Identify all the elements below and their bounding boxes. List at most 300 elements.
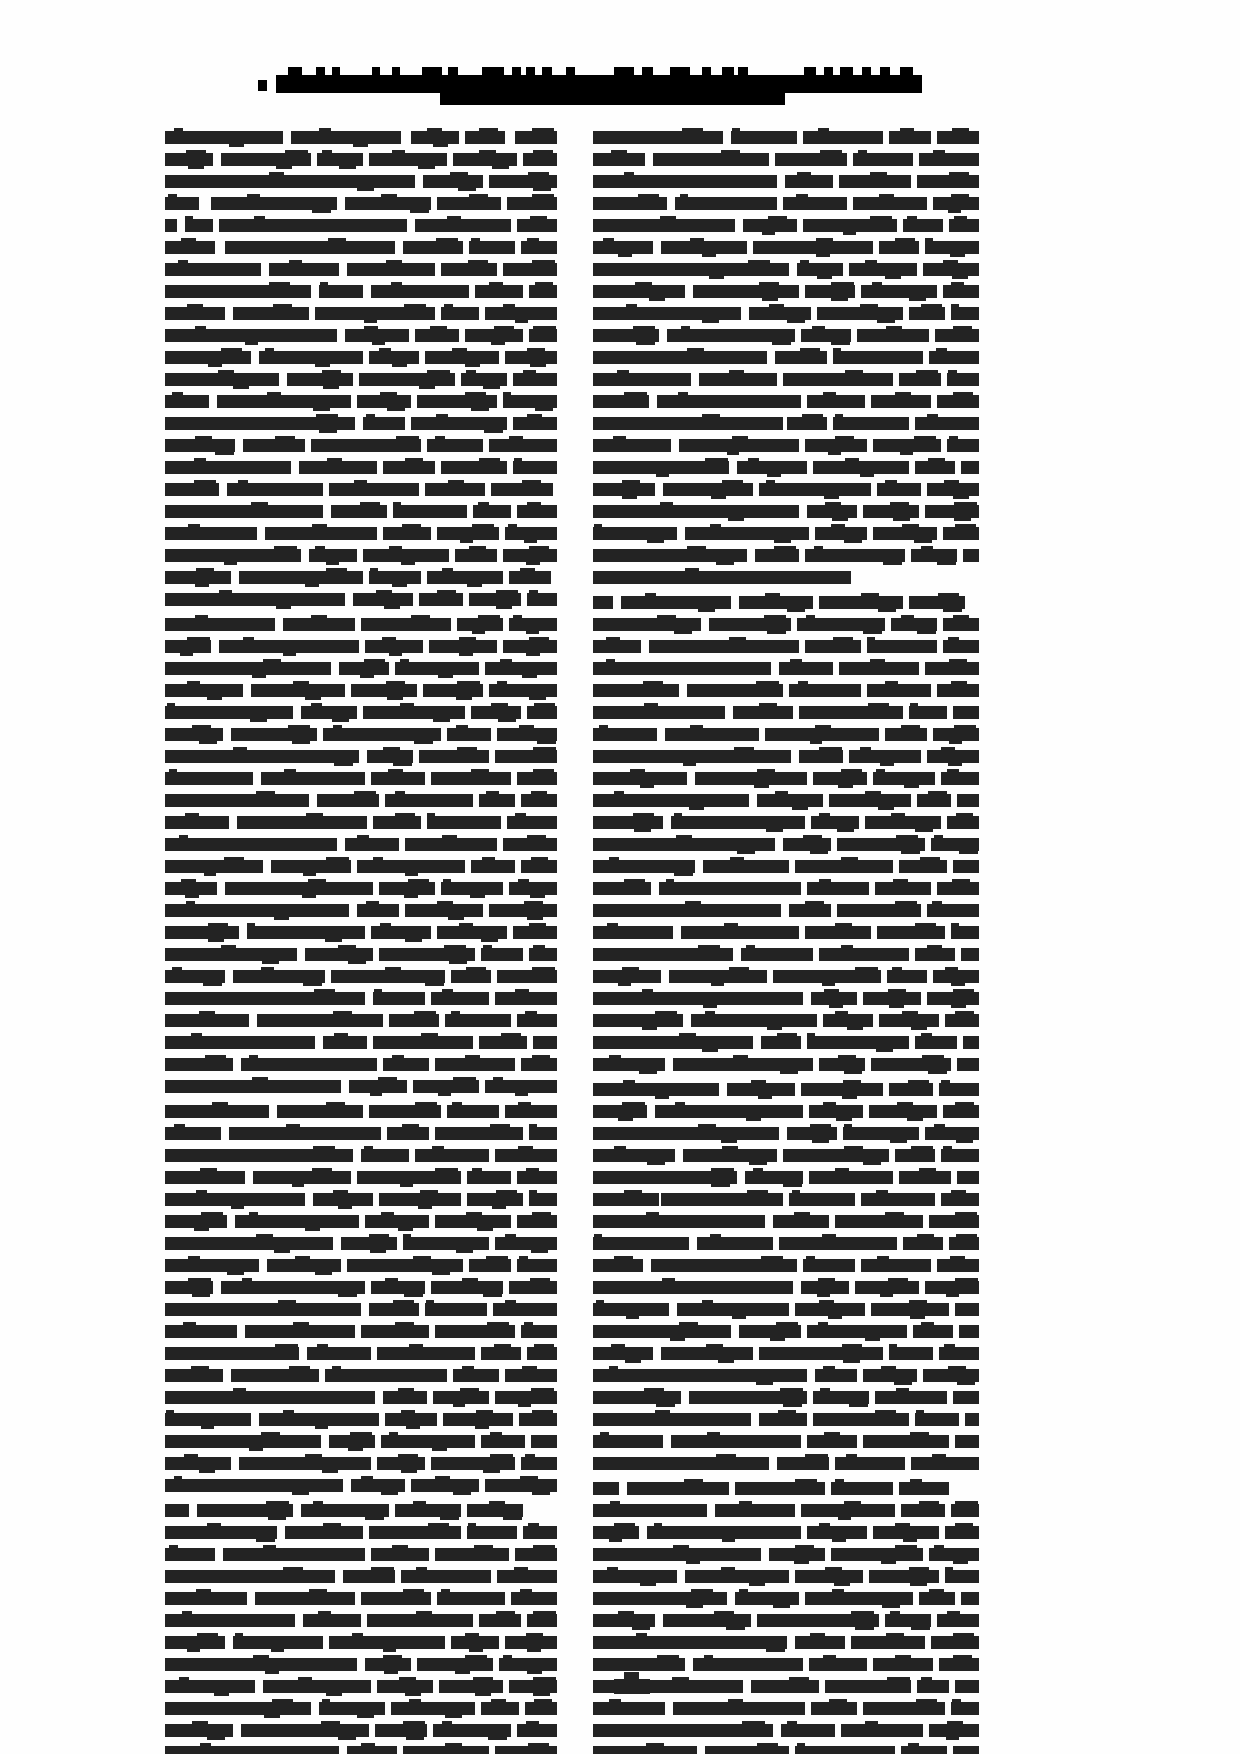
redaction-bar	[829, 794, 911, 807]
redaction-ascender	[386, 260, 402, 264]
redaction-ascender	[288, 725, 310, 729]
redaction-ascender	[766, 480, 775, 484]
redaction-ascender	[256, 1234, 273, 1238]
redacted-line	[593, 1256, 979, 1274]
redaction-ascender	[956, 1234, 977, 1238]
redaction-ascender	[192, 725, 211, 729]
redaction-bar	[915, 417, 979, 430]
redaction-bar	[733, 706, 793, 719]
redaction-ascender	[374, 989, 382, 993]
redaction-ascender	[403, 1589, 424, 1593]
redaction-ascender	[185, 216, 193, 220]
redaction-ascender	[901, 725, 920, 729]
redaction-bar	[165, 1636, 225, 1649]
redaction-bar	[665, 728, 759, 741]
redaction-bar	[877, 926, 945, 939]
redaction-ascender	[529, 590, 538, 594]
redaction-descender	[449, 961, 467, 964]
redaction-bar	[947, 373, 979, 386]
redaction-ascender	[893, 879, 908, 883]
redaction-ascender	[221, 348, 242, 352]
redaction-bar	[345, 838, 399, 851]
redaction-ascender	[805, 1454, 828, 1458]
redaction-ascender	[392, 1055, 404, 1059]
redaction-bar	[807, 1526, 867, 1539]
redaction-bar	[809, 1171, 893, 1184]
redaction-descender	[315, 1426, 328, 1429]
redaction-ascender	[311, 703, 322, 707]
redaction-descender	[625, 1360, 641, 1363]
redaction-ascender	[921, 1677, 932, 1681]
redaction-bar	[493, 1303, 557, 1316]
redaction-ascender	[646, 1212, 659, 1216]
redaction-descender	[674, 873, 693, 876]
redaction-bar	[489, 684, 557, 697]
redaction-descender	[326, 1693, 342, 1696]
redaction-descender	[909, 298, 926, 301]
redaction-ascender	[835, 436, 854, 440]
redaction-ascender	[205, 1055, 226, 1059]
redaction-ascender	[191, 1366, 209, 1370]
redaction-bar	[517, 1215, 557, 1228]
redaction-bar	[379, 1193, 461, 1206]
redaction-ascender	[872, 282, 882, 286]
redaction-ascender	[815, 725, 831, 729]
redaction-bar	[909, 307, 945, 320]
redaction-ascender	[795, 1545, 814, 1549]
redaction-ascender	[533, 1677, 556, 1681]
redaction-descender	[890, 1140, 907, 1143]
redaction-descender	[828, 1316, 842, 1319]
redaction-bar	[593, 1259, 643, 1272]
redaction-bar	[593, 662, 771, 675]
redaction-descender	[315, 1272, 332, 1275]
redaction-ascender	[479, 458, 500, 462]
redaction-bar	[165, 153, 213, 166]
redaction-ascender	[515, 989, 529, 993]
redaction-bar	[915, 461, 955, 474]
redaction-descender	[326, 562, 339, 565]
redaction-descender	[880, 1294, 893, 1297]
redaction-bar	[165, 1347, 299, 1360]
redaction-bar	[329, 1435, 375, 1448]
redaction-bar	[431, 1281, 503, 1294]
redaction-ascender	[428, 1523, 449, 1527]
redaction-bar	[441, 461, 507, 474]
redaction-ascender	[955, 1523, 973, 1527]
redaction-ascender	[398, 1388, 414, 1392]
redaction-bar	[479, 794, 515, 807]
redaction-bar	[889, 131, 931, 144]
redaction-ascender	[392, 150, 405, 154]
redaction-ascender	[427, 370, 450, 374]
redaction-descender	[389, 653, 402, 656]
redacted-line	[593, 1432, 979, 1450]
redaction-bar	[233, 1636, 323, 1649]
redaction-descender	[372, 342, 385, 345]
redaction-descender	[334, 763, 353, 766]
redaction-descender	[746, 1118, 761, 1121]
redaction-descender	[686, 1605, 703, 1608]
redaction-bar	[593, 750, 791, 763]
redaction-bar	[835, 1457, 905, 1470]
redaction-ascender	[185, 813, 199, 817]
redaction-ascender	[501, 1033, 521, 1037]
redaction-ascender	[465, 1055, 480, 1059]
redaction-ascender	[364, 326, 378, 330]
redacted-line	[593, 1454, 979, 1472]
redaction-bar	[953, 1391, 979, 1404]
redaction-ascender	[181, 238, 196, 242]
redaction-ascender	[293, 681, 309, 685]
redaction-ascender	[535, 282, 553, 286]
redaction-descender	[843, 1360, 860, 1363]
redaction-ascender	[794, 1212, 810, 1216]
redaction-descender	[207, 1737, 225, 1740]
redaction-ascender	[932, 901, 942, 905]
redaction-bar	[941, 772, 979, 785]
redacted-line	[593, 1234, 979, 1252]
redaction-ascender	[860, 304, 878, 308]
redaction-bar	[377, 1680, 433, 1693]
redaction-bar	[165, 1592, 247, 1605]
redaction-bar	[593, 439, 671, 452]
redaction-bar	[775, 351, 827, 364]
redaction-descender	[860, 474, 874, 477]
redaction-ascender	[624, 172, 634, 176]
redaction-descender	[483, 1470, 500, 1473]
redaction-descender	[726, 1627, 745, 1630]
redaction-descender	[880, 763, 894, 766]
redaction-bar	[469, 593, 521, 606]
redaction-descender	[640, 1583, 656, 1586]
redaction-descender	[817, 276, 832, 279]
redaction-bar	[507, 816, 557, 829]
redaction-bar	[489, 175, 557, 188]
redaction-bar	[517, 772, 557, 785]
redacted-line	[165, 1677, 557, 1695]
redaction-ascender	[443, 879, 451, 883]
redaction-bar	[383, 461, 435, 474]
redaction-ascender	[855, 967, 878, 971]
redaction-descender	[711, 983, 724, 986]
redaction-bar	[467, 1171, 511, 1184]
redaction-bar	[481, 1702, 519, 1715]
redaction-ascender	[465, 1655, 487, 1659]
redaction-ascender	[909, 1300, 927, 1304]
redaction-descender	[492, 166, 509, 169]
redaction-ascender	[218, 370, 234, 374]
redaction-ascender	[465, 392, 486, 396]
redaction-bar	[593, 794, 749, 807]
redaction-bar	[593, 1105, 647, 1118]
redaction-ascender	[928, 458, 945, 462]
redacted-line	[593, 681, 979, 699]
redacted-line	[593, 703, 979, 721]
redaction-ascender	[527, 238, 539, 242]
redaction-bar	[795, 1746, 895, 1754]
redaction-ascender	[409, 1699, 421, 1703]
redaction-bar	[593, 904, 781, 917]
redaction-bar	[659, 882, 801, 895]
redaction-bar	[503, 640, 557, 653]
redaction-bar	[917, 175, 979, 188]
redaction-bar	[923, 263, 979, 276]
redaction-bar	[329, 1636, 445, 1649]
redaction-ascender	[402, 524, 421, 528]
redaction-descender	[749, 1162, 767, 1165]
redaction-bar	[315, 307, 435, 320]
redaction-ascender	[920, 857, 940, 861]
redaction-ascender	[436, 414, 448, 418]
redaction-ascender	[373, 857, 383, 861]
redaction-descender	[405, 1693, 421, 1696]
redaction-ascender	[951, 304, 959, 308]
redaction-descender	[702, 254, 716, 257]
redaction-ascender	[533, 150, 553, 154]
redaction-bar	[925, 241, 979, 254]
redaction-descender	[370, 1250, 386, 1253]
redacted-line	[165, 1322, 557, 1340]
redaction-ascender	[313, 1146, 335, 1150]
redaction-ascender	[941, 1080, 950, 1084]
redaction-bar	[309, 549, 357, 562]
redacted-line	[165, 304, 557, 322]
redaction-ascender	[208, 923, 228, 927]
redaction-ascender	[757, 1743, 778, 1747]
redaction-ascender	[393, 502, 401, 506]
redaction-ascender	[684, 1479, 703, 1483]
redaction-ascender	[519, 725, 534, 729]
redaction-descender	[911, 1627, 930, 1630]
redaction-bar	[379, 948, 475, 961]
redaction-bar	[345, 197, 431, 210]
redaction-descender	[957, 1382, 975, 1385]
redaction-ascender	[739, 1589, 748, 1593]
redacted-line	[593, 1080, 979, 1098]
redaction-descender	[406, 1737, 424, 1740]
redaction-bar	[235, 1215, 359, 1228]
redaction-ascender	[956, 813, 973, 817]
redaction-ascender	[187, 681, 200, 685]
redaction-bar	[431, 992, 489, 1005]
redaction-ascender	[253, 1655, 269, 1659]
redaction-ascender	[915, 923, 936, 927]
redaction-bar	[795, 1636, 845, 1649]
redaction-bar	[509, 571, 551, 584]
redacted-line	[165, 681, 557, 699]
redaction-ascender	[333, 1190, 348, 1194]
redaction-ascender	[426, 1300, 434, 1304]
redaction-ascender	[824, 1432, 840, 1436]
redaction-ascender	[823, 1366, 835, 1370]
redaction-bar	[819, 596, 903, 609]
redaction-bar	[515, 131, 557, 144]
redaction-bar	[527, 706, 557, 719]
redaction-descender	[199, 741, 217, 744]
redaction-bar	[955, 1435, 979, 1448]
redaction-bar	[781, 1724, 835, 1737]
redaction-descender	[855, 1627, 874, 1630]
redacted-line	[593, 392, 979, 410]
redaction-ascender	[690, 238, 704, 242]
redaction-ascender	[489, 1501, 505, 1505]
redaction-bar	[441, 263, 497, 276]
redaction-descender	[445, 1715, 462, 1718]
redaction-descender	[863, 1162, 881, 1165]
redacted-line	[593, 1055, 979, 1073]
redaction-descender	[233, 386, 249, 389]
redaction-descender	[756, 1382, 773, 1385]
redaction-bar	[331, 505, 387, 518]
redacted-line	[593, 1655, 979, 1673]
redaction-descender	[774, 540, 791, 543]
redaction-ascender	[596, 1300, 604, 1304]
redaction-ascender	[810, 1124, 831, 1128]
redaction-bar	[271, 860, 351, 873]
redaction-ascender	[531, 1388, 554, 1392]
redaction-ascender	[252, 1077, 268, 1081]
redaction-bar	[593, 1526, 639, 1539]
redaction-bar	[467, 1526, 517, 1539]
redaction-bar	[765, 728, 879, 741]
redaction-descender	[632, 1627, 650, 1630]
redaction-ascender	[435, 436, 445, 440]
redacted-line	[593, 1545, 979, 1563]
redaction-bar	[621, 596, 731, 609]
redaction-descender	[305, 584, 319, 587]
redaction-ascender	[925, 238, 933, 242]
redaction-descender	[649, 298, 665, 301]
redaction-ascender	[181, 879, 196, 883]
redaction-ascender	[364, 659, 385, 663]
redacted-line	[593, 857, 979, 875]
redacted-line	[165, 703, 557, 721]
redaction-descender	[722, 1539, 735, 1542]
redaction-descender	[709, 276, 724, 279]
redaction-ascender	[867, 637, 875, 641]
redaction-ascender	[896, 835, 918, 839]
redaction-bar	[361, 1592, 431, 1605]
redaction-bar	[951, 926, 979, 939]
redaction-ascender	[293, 1322, 309, 1326]
redaction-ascender	[733, 1055, 748, 1059]
redacted-line	[165, 1102, 557, 1120]
redacted-line	[165, 637, 557, 655]
redaction-ascender	[943, 1146, 952, 1150]
redaction-bar	[871, 1058, 951, 1071]
redaction-ascender	[947, 1611, 960, 1615]
redaction-ascender	[399, 1677, 416, 1681]
redaction-descender	[470, 895, 485, 898]
redaction-bar	[947, 816, 979, 829]
redaction-ascender	[196, 568, 214, 572]
redaction-descender	[357, 1715, 374, 1718]
redaction-ascender	[952, 128, 969, 132]
redaction-descender	[683, 763, 696, 766]
redaction-ascender	[526, 1721, 539, 1725]
redaction-ascender	[457, 747, 477, 751]
redaction-bar	[807, 395, 865, 408]
redaction-bar	[361, 618, 451, 631]
redaction-bar	[533, 1036, 557, 1049]
redaction-bar	[313, 1193, 373, 1206]
redaction-ascender	[729, 637, 746, 641]
redaction-bar	[519, 1413, 557, 1426]
redaction-bar	[165, 750, 359, 763]
redaction-ascender	[401, 1410, 415, 1414]
redacted-line	[165, 1721, 557, 1739]
redaction-ascender	[657, 1655, 679, 1659]
redaction-ascender	[622, 967, 639, 971]
redaction-bar	[813, 461, 909, 474]
redaction-bar	[915, 1413, 959, 1426]
redaction-ascender	[490, 1432, 502, 1436]
redaction-descender	[816, 254, 830, 257]
redaction-ascender	[798, 681, 808, 685]
redaction-bar	[165, 926, 239, 939]
redaction-ascender	[797, 172, 811, 176]
redaction-bar	[593, 1636, 787, 1649]
redaction-bar	[165, 175, 415, 188]
redaction-bar	[593, 882, 651, 895]
redaction-bar	[513, 417, 557, 430]
redaction-ascender	[805, 901, 824, 905]
redaction-bar	[657, 395, 801, 408]
redaction-ascender	[321, 1721, 340, 1725]
redaction-ascender	[865, 1721, 878, 1725]
redaction-descender	[702, 320, 719, 323]
redaction-ascender	[934, 835, 943, 839]
redaction-bar	[379, 882, 435, 895]
redaction-bar	[383, 1391, 427, 1404]
redaction-descender	[656, 474, 669, 477]
redaction-ascender	[496, 1190, 517, 1194]
redaction-descender	[954, 518, 971, 521]
redaction-descender	[338, 1294, 357, 1297]
redaction-ascender	[870, 216, 892, 220]
redaction-ascender	[819, 747, 842, 751]
redaction-ascender	[509, 436, 523, 440]
redaction-ascender	[716, 1454, 736, 1458]
redaction-bar	[521, 241, 557, 254]
redaction-bar	[915, 948, 955, 961]
redaction-bar	[681, 926, 799, 939]
redaction-ascender	[332, 1366, 341, 1370]
redaction-bar	[469, 1259, 511, 1272]
redaction-bar	[593, 175, 777, 188]
redaction-bar	[491, 483, 553, 496]
redaction-bar	[873, 1526, 939, 1539]
redaction-bar	[395, 662, 479, 675]
redaction-bar	[895, 1149, 935, 1162]
redaction-ascender	[179, 835, 188, 839]
redaction-bar	[593, 461, 729, 474]
redacted-line	[165, 1146, 557, 1164]
redaction-ascender	[442, 989, 453, 993]
redaction-descender	[810, 741, 822, 744]
redaction-bar	[927, 904, 979, 917]
redaction-descender	[914, 540, 932, 543]
redaction-descender	[227, 1272, 244, 1275]
redaction-ascender	[613, 436, 626, 440]
redaction-bar	[957, 1058, 979, 1071]
redaction-bar	[687, 684, 783, 697]
redaction-bar	[679, 439, 799, 452]
redaction-ascender	[195, 326, 206, 330]
redaction-bar	[593, 618, 701, 631]
redaction-ascender	[192, 1721, 208, 1725]
